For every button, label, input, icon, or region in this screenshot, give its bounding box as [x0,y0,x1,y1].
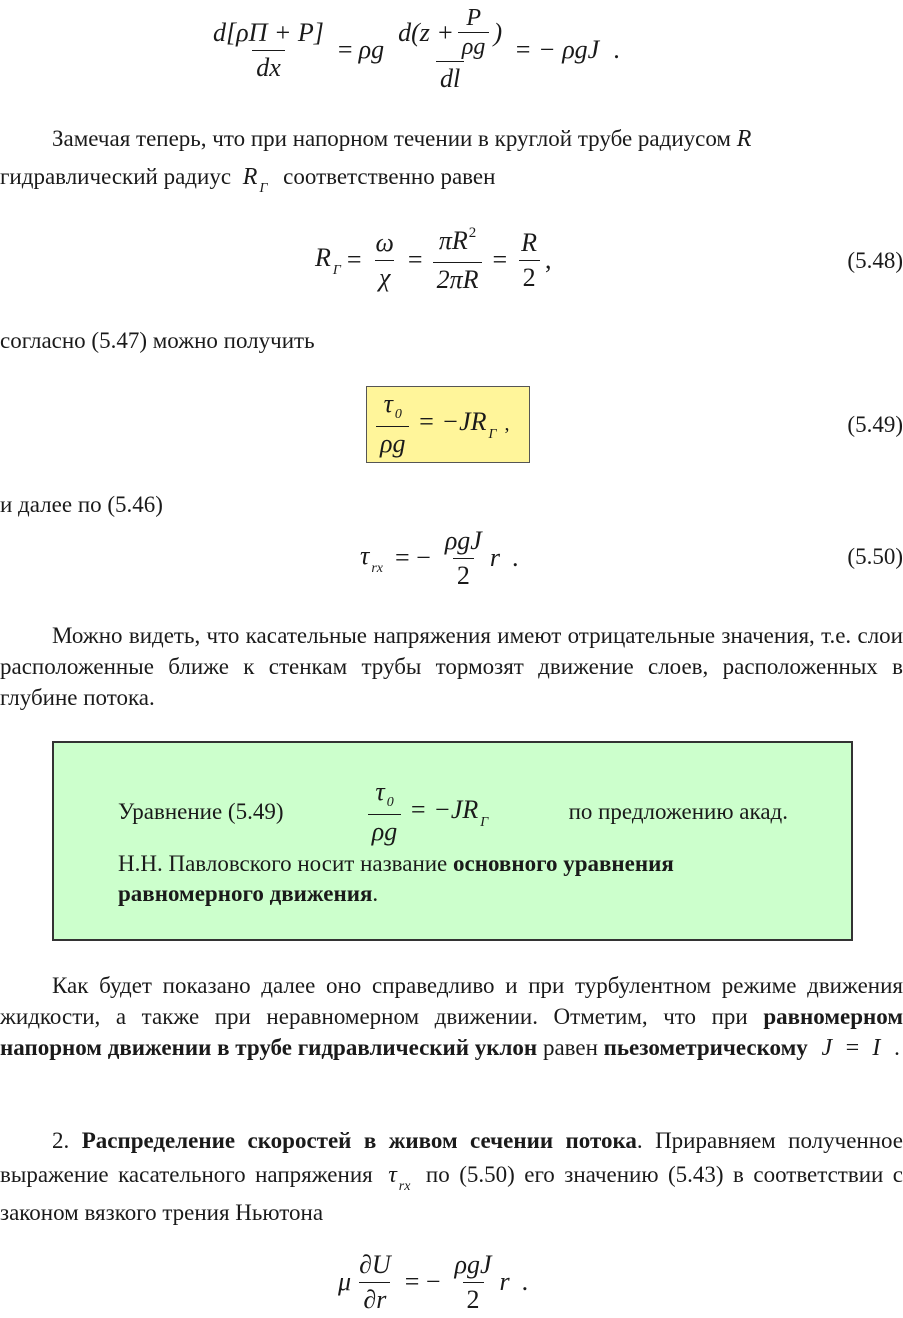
equation-bottom [338,1246,528,1318]
symbol-subscript: Г [259,181,268,196]
paragraph-text: гидравлический радиус [0,164,232,189]
equation-5-49-rhs [417,407,496,442]
paragraph-text: соответственно равен [283,164,496,189]
paragraph-text: . Приравняем полученное выражение касательного напряжения [0,1128,903,1187]
subscript: rx [398,1179,411,1194]
equation-top-mid-numerator [394,6,506,61]
symbol-RG [242,164,268,196]
fraction-denominator: 2πR [433,262,483,295]
fraction-denominator: ρg [376,426,409,459]
fraction-numerator: ρgJ [444,525,482,555]
equation-5-49-fraction [376,389,409,459]
equation-top-rhs: = − ρgJ [514,35,600,64]
tau-symbol: τ [360,540,370,570]
equation-bottom-fraction-1 [355,1250,395,1315]
paragraph-according [0,326,903,356]
subscript: 0 [394,407,402,422]
equation-end: . [521,1267,529,1296]
superscript: 2 [468,224,477,241]
equation-top-inner-denominator: ρg [458,32,490,59]
fraction-numerator: ρgJ [454,1249,492,1279]
equation-top-lhs-numerator: d[ρΠ + P] [213,17,324,47]
subscript: 0 [386,795,394,810]
definition-line-1 [118,777,788,847]
equation-top-mid-denominator: dl [436,61,464,94]
equation-end: , [545,245,552,274]
paragraph-text: Можно видеть, что касательные напряжения имеют отрицательные значения, т.е. слои расположенные ближе к стенкам трубы тормозят движение слоев, расположенных в глубине потока. [0,623,903,710]
subscript: Г [480,814,489,830]
fraction-numerator [380,389,406,426]
paragraph-bold-term: равномерном напорном движении в трубе гидравлический уклон [0,1004,903,1060]
numerator-text: πR [438,225,468,255]
fraction-denominator: 2 [519,260,540,293]
equation-5-48-fraction-1 [372,228,398,293]
fraction-numerator: ω [375,227,394,257]
paragraph-velocity-distribution [0,1124,903,1230]
equals-minus: = − [394,543,431,572]
equation-number-5-48: (5.48) [847,248,903,273]
paragraph-text: и далее по (5.46) [0,492,163,517]
equation-5-48-fraction-2 [433,226,483,295]
equation-top [205,0,620,100]
equation-5-50-lhs [360,541,383,576]
symbol-R-letter: R [242,164,258,190]
fraction-denominator: ∂r [359,1282,390,1315]
section-title: Распределение скоростей в живом сечении потока [81,1128,637,1153]
equation-top-rho-g: ρg [358,35,385,64]
definition-text: по предложению акад. [568,799,788,824]
definition-end: . [372,881,379,906]
definition-rhs [409,795,488,830]
definition-bold-term: равномерного движения [118,881,373,906]
equation-5-48 [315,222,552,298]
paragraph-and-further [0,490,903,520]
paragraph-text: Замечая теперь, что при напорном течении в круглой трубе радиусом [52,126,731,151]
equation-5-48-fraction-3 [517,228,541,293]
paragraph-turbulent [0,970,903,1064]
equation-top-mid-d: d(z + [398,17,454,47]
equation-top-lhs-denominator: dx [252,50,285,83]
fraction-numerator: R [521,227,538,257]
equals-sign: = [492,245,508,274]
paragraph-hydraulic-radius [0,124,903,154]
symbol-mu: μ [338,1267,352,1296]
paragraph-end: . [894,1035,900,1060]
definition-bold-term: основного уравнения [453,851,674,876]
rhs-text: = −JR [417,406,487,436]
tau-symbol: τ [383,389,393,418]
definition-line-3 [118,879,788,909]
fraction-numerator [435,226,480,262]
equation-top-mid-fraction [394,6,506,94]
equation-top-end: . [613,35,620,64]
definition-line-2 [118,849,788,879]
equation-5-50-fraction [441,526,486,591]
paragraph-hydraulic-radius-line2 [0,162,903,196]
equation-5-48-lhs [315,243,341,278]
tau-symbol: τ [375,777,385,806]
paragraph-bold-term: пьезометрическому [603,1035,808,1060]
subscript: rx [371,560,383,576]
lhs-letter: R [315,242,331,272]
section-number: 2. [52,1128,70,1153]
equation-number-5-49: (5.49) [847,412,903,437]
equals-sign: = [407,245,423,274]
equation-number-5-50: (5.50) [847,544,903,569]
paragraph-text: согласно (5.47) можно получить [0,328,315,353]
equals-sign: = [346,245,362,274]
symbol-R: R [736,126,752,152]
equation-top-inner-numerator: P [466,5,481,31]
paragraph-text: Как будет показано далее оно справедливо и при турбулентном режиме движения жидкости, а также при неравномерном движении. Отметим, что при [0,973,903,1029]
definition-text: Н.Н. Павловского носит название [118,851,448,876]
fraction-denominator: 2 [463,1282,484,1315]
symbol-r: r [489,543,500,572]
equation-5-49 [372,386,509,462]
tau-symbol: τ [388,1162,397,1188]
equals-sign: = [337,35,353,64]
equation-top-mid-close: ) [493,17,503,47]
fraction-denominator: 2 [453,558,474,591]
lhs-subscript: Г [332,262,341,278]
equation-top-inner-fraction [458,6,490,59]
definition-formula [364,777,488,847]
paragraph-shear-stress [0,620,903,713]
symbol-r: r [499,1267,510,1296]
equation-end: . [511,543,519,572]
equation-top-lhs-fraction [209,18,328,83]
fraction-denominator: χ [375,260,394,293]
rhs-text: = −JR [409,794,479,824]
symbol-tau-rx [388,1162,411,1194]
paragraph-text: по (5.50) его значению (5.43) в соответствии с законом вязкого трения Ньютона [0,1162,903,1225]
equation-end: , [504,413,510,435]
paragraph-text: равен [542,1035,598,1060]
definition-fraction [368,777,401,847]
equation-5-50 [360,520,518,596]
formula-J-equals-I: J = I [821,1035,881,1061]
fraction-numerator [371,777,397,814]
fraction-denominator: ρg [368,814,401,847]
definition-box [52,741,853,941]
definition-text: Уравнение (5.49) [118,799,284,824]
equation-bottom-fraction-2 [451,1250,496,1315]
equals-minus: = − [404,1267,441,1296]
subscript: Г [488,426,497,442]
fraction-numerator: ∂U [359,1249,391,1279]
